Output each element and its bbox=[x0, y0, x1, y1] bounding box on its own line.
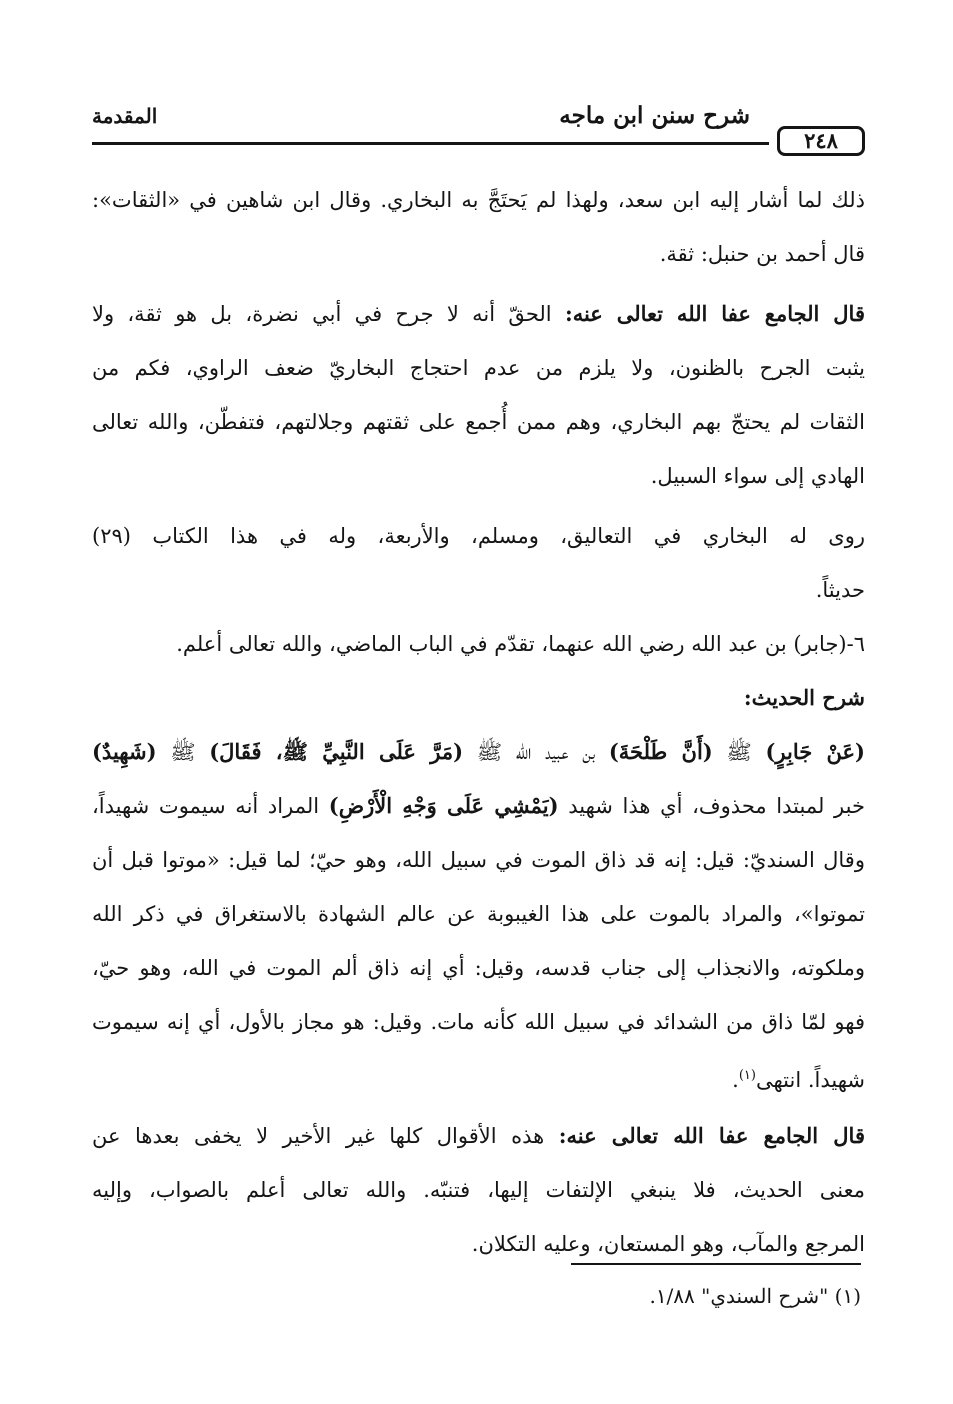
text-line: قال أحمد بن حنبل: ثقة. bbox=[659, 242, 865, 266]
hadith-text: (شَهِيدٌ) bbox=[92, 739, 157, 764]
text-run: . bbox=[732, 1068, 739, 1092]
footnote-rule bbox=[571, 1263, 861, 1265]
paragraph-6 bbox=[92, 1112, 865, 1274]
header-rule bbox=[92, 142, 769, 145]
text-line: فهو لمّا ذاق من الشدائد في سبيل الله كأنه مات. وقيل: هو مجاز بالأول، أي إنه سيموت bbox=[92, 1010, 865, 1034]
text-run: شهيداً. انتهى bbox=[755, 1068, 865, 1092]
author-comment-lead: قال الجامع عفا الله تعالى عنه: bbox=[564, 301, 865, 326]
text-run: هذه الأقوال كلها غير الأخير لا يخفى بعدها عن bbox=[92, 1124, 545, 1148]
text-line: وملكوته، والانجذاب إلى جناب قدسه، وقيل: أي إنه ذاق ألم الموت في الله، وهو حيّ، bbox=[92, 956, 865, 980]
text-line bbox=[92, 782, 865, 836]
text-run: خبر لمبتدا محذوف، أي هذا شهيد bbox=[568, 794, 865, 818]
section-heading: شرح الحديث: bbox=[743, 685, 865, 710]
text-run: المراد أنه سيموت شهيداً، bbox=[92, 794, 320, 818]
hadith-text: (يَمْشِي عَلَى وَجْهِ الْأَرْضِ) bbox=[328, 793, 559, 818]
paragraph-1 bbox=[92, 176, 865, 284]
text-run: الحقّ أنه لا جرح في أبي نضرة، بل هو ثقة، ولا bbox=[92, 302, 552, 326]
text-line: المرجع والمآب، وهو المستعان، وعليه التكلان. bbox=[471, 1232, 865, 1256]
text-line: حديثاً. bbox=[815, 578, 865, 602]
hadith-explanation-heading bbox=[92, 674, 865, 728]
paragraph-2 bbox=[92, 290, 865, 506]
text-line bbox=[92, 728, 865, 782]
footnote: (١) "شرح السندي" ١/٨٨. bbox=[649, 1284, 861, 1308]
book-title: شرح سنن ابن ماجه bbox=[559, 102, 750, 129]
page-number: ٢٤٨ bbox=[777, 126, 865, 156]
page-header bbox=[92, 98, 865, 158]
text-line: معنى الحديث، فلا ينبغي الإلتفات إليها، فتنبّه. والله تعالى أعلم بالصواب، وإليه bbox=[92, 1178, 865, 1202]
footnote-ref[interactable]: (١) bbox=[738, 1068, 756, 1083]
honorific: ﷺ bbox=[170, 740, 196, 764]
text-line: وقال السنديّ: قيل: إنه قد ذاق الموت في سبيل الله، وهو حيّ؛ لما قيل: «موتوا قبل أن bbox=[92, 848, 865, 872]
author-comment-lead: قال الجامع عفا الله تعالى عنه: bbox=[558, 1123, 865, 1148]
paragraph-3 bbox=[92, 512, 865, 620]
text-line: ٦-(جابر) بن عبد الله رضي الله عنهما، تقدّم في الباب الماضي، والله تعالى أعلم. bbox=[176, 632, 865, 656]
text-line bbox=[92, 1052, 865, 1106]
section-title: المقدمة bbox=[92, 104, 158, 128]
text-line: ذلك لما أشار إليه ابن سعد، ولهذا لم يَحتَجَّ به البخاري. وقال ابن شاهين في «الثقات»: bbox=[92, 188, 865, 212]
text-line bbox=[92, 1112, 865, 1166]
text-line: الهادي إلى سواء السبيل. bbox=[650, 464, 865, 488]
text-line: الثقات لم يحتجّ بهم البخاري، وهم ممن أُجمع على ثقتهم وجلالتهم، فتفطّن، والله تعالى bbox=[92, 410, 865, 434]
hadith-text: (عَنْ جَابِرٍ) bbox=[765, 739, 865, 764]
page-body bbox=[92, 176, 865, 1274]
text-run: بن عبيد الله ﷺ bbox=[476, 740, 596, 764]
text-line: تموتوا»، والمراد بالموت على هذا الغيبوبة عن عالم الشهادة بالاستغراق في ذكر الله bbox=[92, 902, 865, 926]
paragraph-4 bbox=[92, 620, 865, 674]
hadith-text: (مَرَّ عَلَى النَّبِيِّ ﷺ، فَقَالَ) bbox=[209, 739, 464, 764]
paragraph-5 bbox=[92, 728, 865, 1106]
text-line: روى له البخاري في التعاليق، ومسلم، والأربعة، وله في هذا الكتاب (٢٩) bbox=[92, 524, 865, 548]
text-line: يثبت الجرح بالظنون، ولا يلزم من عدم احتجاج البخاريّ ضعف الراوي، فكم من bbox=[92, 356, 865, 380]
hadith-text: (أَنَّ طَلْحَةَ) bbox=[608, 739, 713, 764]
honorific: ﷺ bbox=[726, 740, 752, 764]
text-line bbox=[92, 290, 865, 344]
